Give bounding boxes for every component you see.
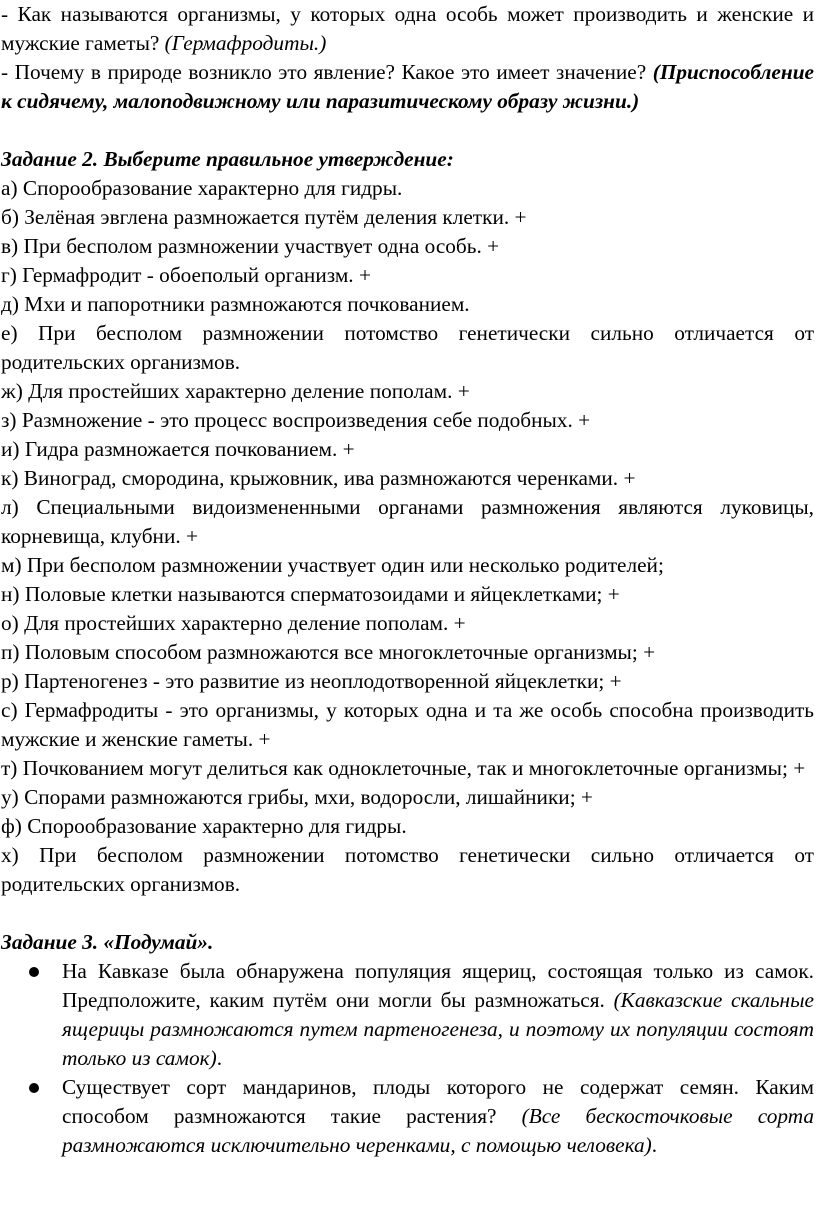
- task2-item-u: у) Спорами размножаются грибы, мхи, водоросли, лишайники; +: [1, 785, 593, 809]
- task2-item-l: л) Специальными видоизмененными органами размножения являются луковицы, корневища, клубни. +: [1, 495, 814, 548]
- task2-item-i: и) Гидра размножается почкованием. +: [1, 437, 355, 461]
- task2-item-g: г) Гермафродит - обоеполый организм. +: [1, 263, 371, 287]
- spacer: [1, 899, 814, 928]
- document-content: [1, 0, 814, 1160]
- task2-heading: Задание 2. Выберите правильное утверждение:: [1, 147, 454, 171]
- bullet-dot-icon: [29, 1083, 39, 1093]
- task3-bullet-list: [1, 957, 814, 1160]
- task2-item-s: с) Гермафродиты - это организмы, у которых одна и та же особь способна производить мужские и женские гаметы. +: [1, 698, 814, 751]
- bullet-tail: .: [651, 1133, 658, 1157]
- bullet-answer: (Кавказские скальные ящерицы размножаются путем партеногенеза, и поэтому их популяции состоят только из самок): [62, 988, 815, 1070]
- intro-question-2: [1, 58, 814, 116]
- bullet-text: Существует сорт мандаринов, плоды которого не содержат семян. Каким способом размножаются такие растения?: [62, 1075, 814, 1128]
- task2-item-f: ф) Спорообразование характерно для гидры.: [1, 814, 407, 838]
- task2-item-e: е) При бесполом размножении потомство генетически сильно отличается от родительских организмов.: [1, 321, 814, 374]
- task2-item-b: б) Зелёная эвглена размножается путём деления клетки. +: [1, 205, 527, 229]
- bullet-dot-icon: [29, 967, 39, 977]
- task2-item-p: п) Половым способом размножаются все многоклеточные организмы; +: [1, 640, 656, 664]
- task2-item-t: т) Почкованием могут делиться как одноклеточные, так и многоклеточные организмы; +: [1, 756, 806, 780]
- task2-item-d: д) Мхи и папоротники размножаются почкованием.: [1, 292, 470, 316]
- task2-item-o: о) Для простейших характерно деление пополам. +: [1, 611, 466, 635]
- answer-text: (Приспособление к сидячему, малоподвижному или паразитическому образу жизни.): [1, 60, 814, 113]
- task2-item-v: в) При бесполом размножении участвует одна особь. +: [1, 234, 500, 258]
- task2-item-m: м) При бесполом размножении участвует один или несколько родителей;: [1, 553, 664, 577]
- task2-item-r: р) Партеногенез - это развитие из неоплодотворенной яйцеклетки; +: [1, 669, 622, 693]
- bullet-tail: .: [216, 1046, 223, 1070]
- bullet-text: На Кавказе была обнаружена популяция ящериц, состоящая только из самок. Предположите, каким путём они могли бы размножаться.: [62, 959, 814, 1012]
- task2-item-z: з) Размножение - это процесс воспроизведения себе подобных. +: [1, 408, 591, 432]
- task2-item-a: а) Спорообразование характерно для гидры.: [1, 176, 403, 200]
- answer-text: (Гермафродиты.): [164, 31, 327, 55]
- task3-heading: Задание 3. «Подумай».: [1, 930, 214, 954]
- task2-item-zh: ж) Для простейших характерно деление пополам. +: [1, 379, 470, 403]
- task2-item-n: н) Половые клетки называются сперматозоидами и яйцеклетками; +: [1, 582, 620, 606]
- question-text: - Как называются организмы, у которых одна особь может производить и женские и мужские гаметы?: [1, 2, 814, 55]
- intro-question-1: [1, 0, 814, 58]
- bullet-answer: (Все бескосточковые сорта размножаются исключительно черенками, с помощью человека): [62, 1104, 814, 1157]
- task3-bullet-item: [1, 1073, 814, 1160]
- task2-item-kh: х) При бесполом размножении потомство генетически сильно отличается от родительских организмов.: [1, 843, 814, 896]
- spacer: [1, 116, 814, 145]
- task2-item-k: к) Виноград, смородина, крыжовник, ива размножаются черенками. +: [1, 466, 636, 490]
- question-text: - Почему в природе возникло это явление? Какое это имеет значение?: [1, 60, 653, 84]
- task3-bullet-item: [1, 957, 814, 1073]
